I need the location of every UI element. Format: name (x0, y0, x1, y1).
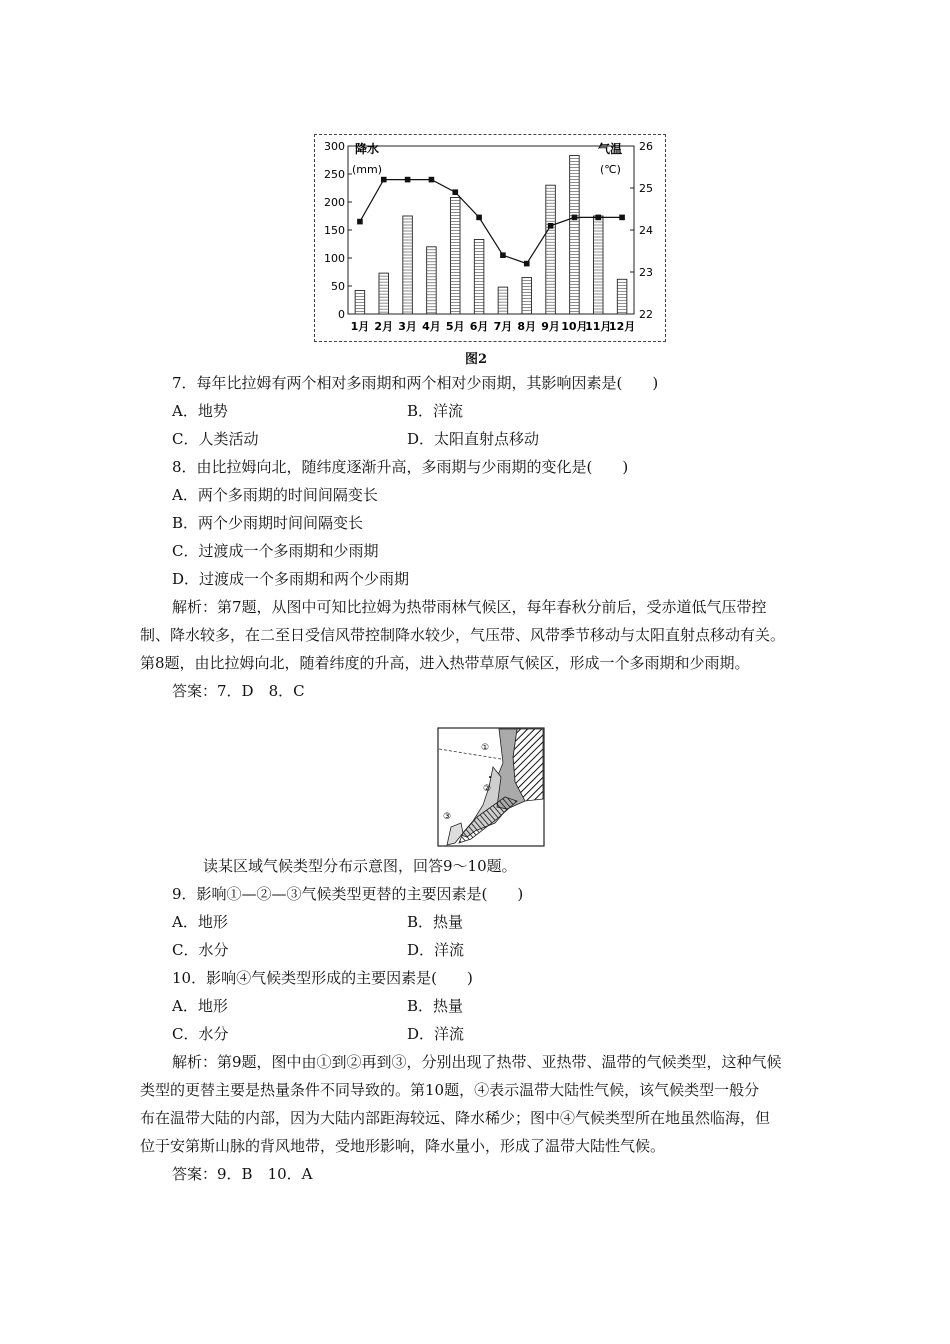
q8-option-c: C．过渡成一个多雨期和少雨期 (172, 542, 379, 560)
left-axis-unit: (mm) (352, 163, 383, 176)
analysis1-line3: 第8题，由比拉姆向北，随着纬度的升高，进入热带草原气候区，形成一个多雨期和少雨期。 (140, 654, 750, 672)
analysis2-line4: 位于安第斯山脉的背风地带，受地形影响，降水量小，形成了温带大陆性气候。 (140, 1137, 666, 1155)
right-axis-title: 气温 (598, 142, 623, 156)
answer2: 答案：9．B 10．A (172, 1165, 313, 1183)
month-label: 5月 (445, 320, 465, 333)
left-tick-label: 300 (324, 140, 345, 153)
precip-bar (474, 240, 484, 314)
temperature-point (405, 177, 411, 183)
temperature-point (524, 261, 530, 267)
temperature-point (429, 177, 435, 183)
map-label-2: ② (483, 784, 492, 794)
temperature-point (548, 223, 554, 229)
temperature-point (452, 189, 458, 195)
left-tick-label: 150 (324, 224, 345, 237)
q9-option-c: C．水分 (172, 941, 229, 959)
q9-option-d: D．洋流 (407, 941, 465, 959)
climate-chart-svg (315, 135, 667, 343)
month-label: 8月 (517, 320, 537, 333)
temperature-point (381, 177, 387, 183)
temperature-point (476, 215, 482, 221)
right-tick-label: 22 (639, 308, 653, 321)
q10-option-c: C．水分 (172, 1025, 229, 1043)
q7-stem: 7．每年比拉姆有两个相对多雨期和两个相对少雨期，其影响因素是( ) (172, 374, 659, 392)
temperature-point (572, 215, 578, 221)
precip-bar (498, 287, 508, 314)
q8-option-a: A．两个多雨期的时间间隔变长 (172, 486, 378, 504)
left-tick-label: 250 (324, 168, 345, 181)
q10-option-b: B．热量 (407, 997, 464, 1015)
answer1: 答案：7．D 8．C (172, 682, 305, 700)
analysis2-line3: 布在温带大陆的内部，因为大陆内部距海较远、降水稀少；图中④气候类型所在地虽然临海，但 (140, 1109, 771, 1127)
q8-stem: 8．由比拉姆向北，随纬度逐渐升高，多雨期与少雨期的变化是( ) (172, 458, 629, 476)
temperature-point (619, 215, 625, 221)
q9-option-b: B．热量 (407, 913, 464, 931)
q10-stem: 10．影响④气候类型形成的主要因素是( ) (172, 969, 473, 987)
analysis1-line1: 解析：第7题，从图中可知比拉姆为热带雨林气候区，每年春秋分前后，受赤道低气压带控 (172, 598, 767, 616)
month-label: 9月 (541, 320, 560, 333)
month-label: 2月 (374, 320, 394, 333)
left-tick-label: 50 (331, 280, 345, 293)
q7-option-d: D．太阳直射点移动 (407, 430, 540, 448)
map-intro: 读某区域气候类型分布示意图，回答9～10题。 (203, 857, 517, 875)
analysis2-line1: 解析：第9题，图中由①到②再到③，分别出现了热带、亚热带、温带的气候类型，这种气候 (172, 1053, 782, 1071)
climate-map-svg (437, 727, 545, 847)
precip-bar (617, 279, 627, 314)
left-tick-label: 100 (324, 252, 345, 265)
analysis2-line2: 类型的更替主要是热量条件不同导致的。第10题，④表示温带大陆性气候，该气候类型一般分 (140, 1081, 760, 1099)
climate-map (437, 727, 545, 847)
month-label: 12月 (608, 320, 636, 333)
map-label-1: ① (481, 743, 490, 753)
month-label: 6月 (469, 320, 489, 333)
left-axis-title: 降水 (355, 142, 380, 156)
right-tick-label: 25 (639, 182, 653, 195)
left-tick-label: 0 (338, 308, 345, 321)
precip-bar (546, 185, 556, 314)
climate-chart (314, 134, 666, 342)
month-label: 4月 (422, 320, 441, 333)
q9-stem: 9．影响①—②—③气候类型更替的主要因素是( ) (172, 885, 524, 903)
q8-option-d: D．过渡成一个多雨期和两个少雨期 (172, 570, 410, 588)
analysis1-line2: 制、降水较多，在二至日受信风带控制降水较少，气压带、风带季节移动与太阳直射点移动有关。 (140, 626, 786, 644)
q8-option-b: B．两个少雨期时间间隔变长 (172, 514, 364, 532)
right-tick-label: 24 (639, 224, 653, 237)
temperature-line (360, 180, 622, 264)
q7-option-b: B．洋流 (407, 402, 464, 420)
month-label: 10月 (561, 320, 588, 333)
plot-frame (348, 146, 634, 314)
q9-option-a: A．地形 (172, 913, 228, 931)
month-label: 1月 (350, 320, 370, 333)
month-label: 11月 (585, 320, 612, 333)
right-axis-unit: (℃) (600, 163, 621, 176)
map-label-3: ③ (443, 812, 452, 822)
left-tick-label: 200 (324, 196, 345, 209)
month-label: 3月 (398, 320, 417, 333)
q10-option-d: D．洋流 (407, 1025, 465, 1043)
q7-option-a: A．地势 (172, 402, 228, 420)
month-label: 7月 (493, 320, 513, 333)
figure-caption: 图2 (465, 352, 488, 367)
right-tick-label: 23 (639, 266, 653, 279)
temperature-point (500, 252, 506, 258)
q7-option-c: C．人类活动 (172, 430, 259, 448)
temperature-point (595, 215, 601, 221)
temperature-point (357, 219, 363, 225)
q10-option-a: A．地形 (172, 997, 228, 1015)
right-tick-label: 26 (639, 140, 653, 153)
